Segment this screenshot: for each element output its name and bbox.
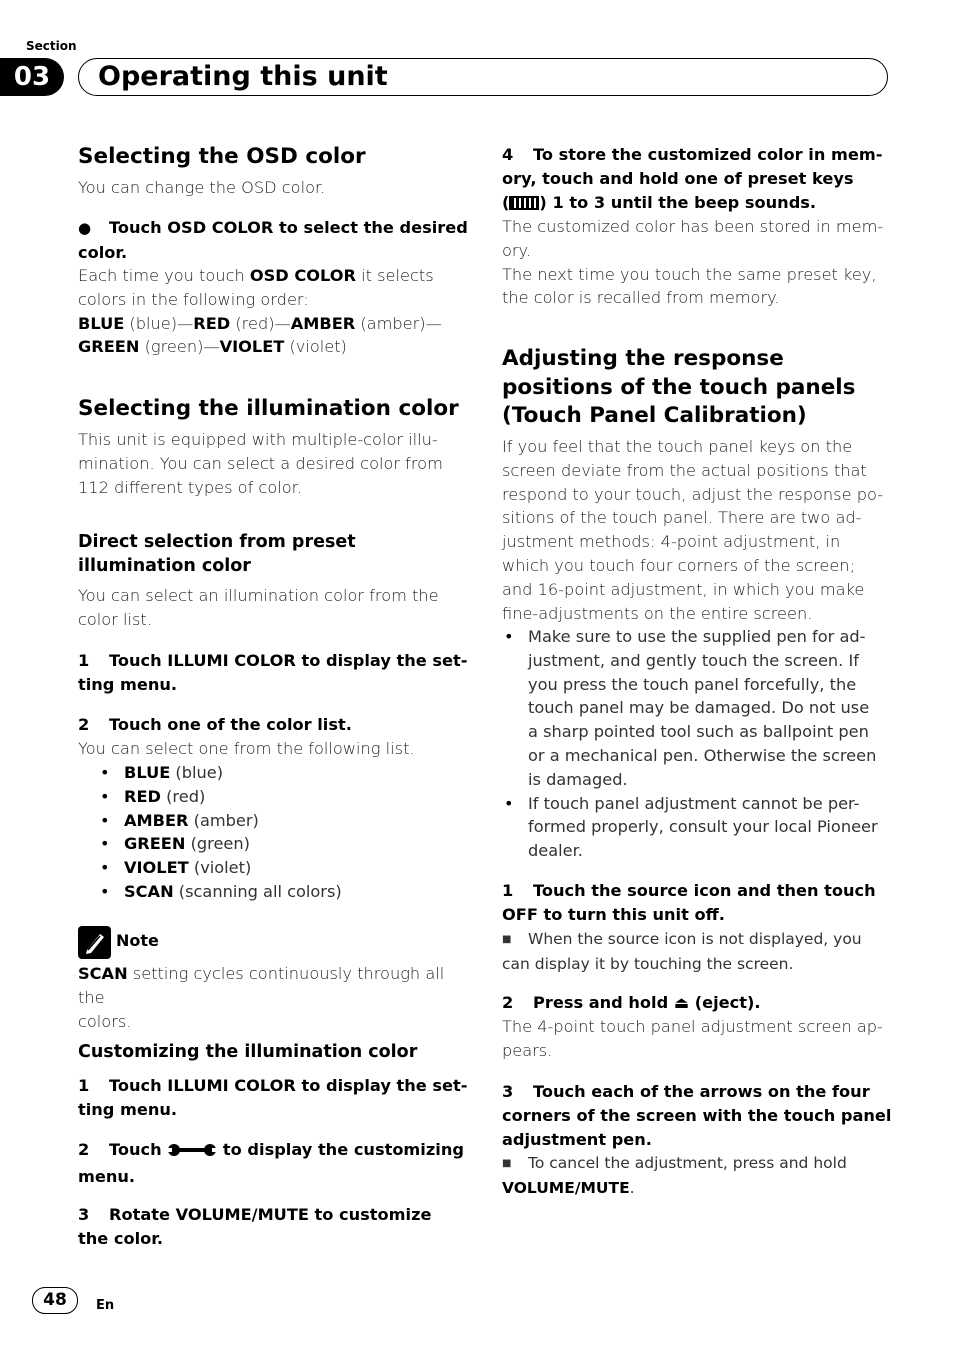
osd-step: ● Touch OSD COLOR to select the desired color. [78,218,468,262]
osd-heading: Selecting the OSD color [78,144,366,169]
note-label: Note [116,931,159,950]
osd-order-text: Each time you touch OSD COLOR it selects colors in the following order: BLUE (blue)—RED (red)—AMBER (amber)— GREEN (green)—VIOLET (violet) [78,266,442,357]
direct-step-1: 1 Touch ILLUMI COLOR to display the set- ting menu. [78,651,468,694]
list-item: • BLUE (blue) [78,761,342,785]
touch-panel-bullets [502,625,878,863]
section-label: Section [26,39,77,53]
touch-panel-heading: Adjusting the response positions of the touch panels (Touch Panel Calibration) [502,346,856,428]
note-pencil-icon [78,926,111,959]
eject-icon: ⏏ [673,993,690,1012]
note-text: SCAN setting cycles continuously through all the colors. [78,964,445,1031]
list-item: • VIOLET (violet) [78,856,342,880]
list-item: • AMBER (amber) [78,809,342,833]
calibration-step-1: 1 Touch the source icon and then touch OFF to turn this unit off. [502,881,876,924]
custom-step-2: 2 Touch to display the customizing menu. [78,1140,464,1186]
page-number: 48 [32,1287,78,1314]
calibration-step-1-note: ■ When the source icon is not displayed, you can display it by touching the screen. [502,930,862,973]
list-item: • GREEN (green) [78,832,342,856]
wrench-icon [167,1141,217,1165]
color-list [78,761,342,904]
list-item: • SCAN (scanning all colors) [78,880,342,904]
section-number-badge: 03 [0,58,64,96]
calibration-step-2-result: The 4-point touch panel adjustment screen ap- pears. [502,1017,883,1060]
step-4-result: The customized color has been stored in mem- ory. The next time you touch the same preset key, the color is recalled from memory. [502,217,884,308]
square-bullet-icon: ■ [502,934,512,945]
calibration-step-3: 3 Touch each of the arrows on the four corners of the screen with the touch panel adjustment pen. [502,1082,892,1149]
square-bullet-icon: ■ [502,1158,512,1169]
touch-panel-intro: If you feel that the touch panel keys on the screen deviate from the actual positions that respond to your touch, adjust the response po- sitions of the touch panel. There are two ad- justment methods: 4-point adjustment, in which you touch four corners of the screen; and 16-point adjustment, in which you make fine-adjustments on the entire screen. [502,437,884,623]
bullet-dot-icon: ● [78,219,92,237]
direct-step-2-intro: You can select one from the following list. [78,739,415,758]
illumination-heading: Selecting the illumination color [78,396,459,421]
direct-selection-heading: Direct selection from preset illumination color [78,532,356,576]
preset-keys-icon [509,196,539,210]
page-title: Operating this unit [98,61,388,92]
custom-step-4: 4 To store the customized color in mem- ory, touch and hold one of preset keys ( ) 1 to 3 until the beep sounds. [502,145,883,212]
direct-selection-intro: You can select an illumination color from the color list. [78,586,439,629]
custom-step-3: 3 Rotate VOLUME/MUTE to customize the color. [78,1205,432,1248]
direct-step-2: 2 Touch one of the color list. [78,715,352,734]
custom-step-1: 1 Touch ILLUMI COLOR to display the set- ting menu. [78,1076,468,1119]
osd-intro: You can change the OSD color. [78,178,326,197]
calibration-step-3-note: ■ To cancel the adjustment, press and hold VOLUME/MUTE. [502,1154,847,1197]
list-item: • RED (red) [78,785,342,809]
language-code: En [96,1298,115,1313]
calibration-step-2: 2 Press and hold ⏏ (eject). [502,993,761,1012]
illumination-intro: This unit is equipped with multiple-color illu- mination. You can select a desired color from 112 different types of color. [78,430,443,497]
customize-heading: Customizing the illumination color [78,1042,418,1062]
list-item: • Make sure to use the supplied pen for ad- justment, and gently touch the screen. If you press the touch panel forcefully, the touch panel may be damaged. Do not use a sharp pointed tool such as ballpoint pen or a mechanical pen. Otherwise the screen is damaged. [502,625,878,792]
list-item: • If touch panel adjustment cannot be per- formed properly, consult your local Pioneer dealer. [502,792,878,863]
